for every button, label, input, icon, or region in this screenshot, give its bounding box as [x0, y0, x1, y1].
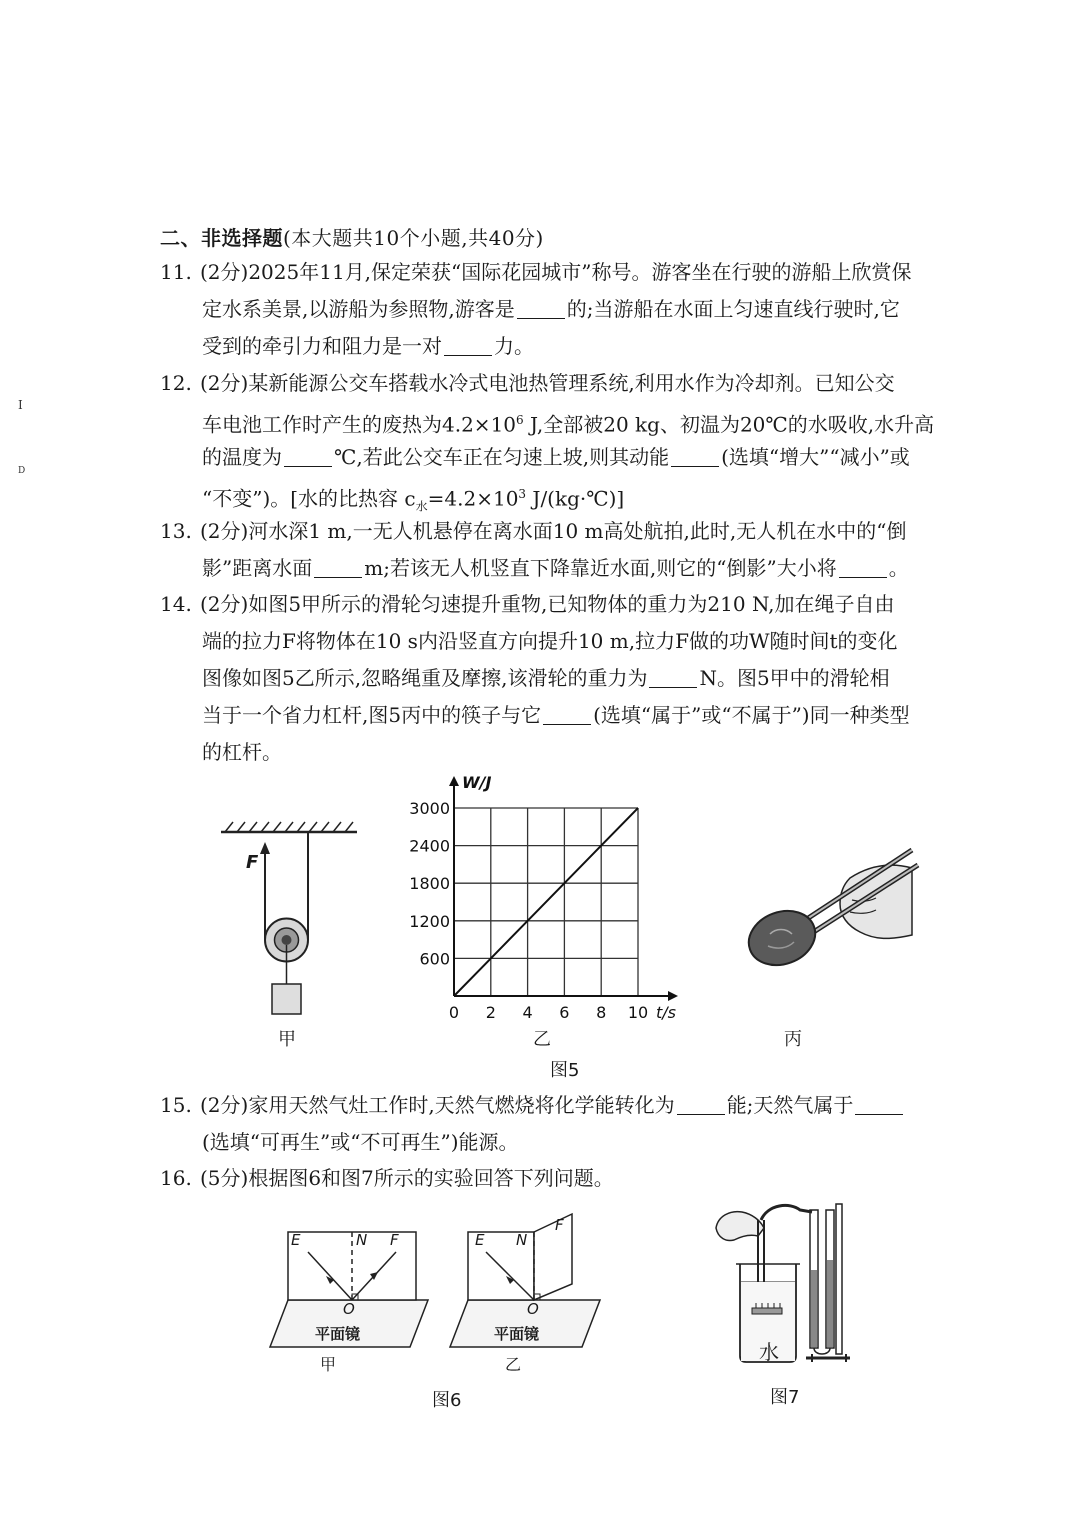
answer-blank[interactable]	[649, 665, 697, 688]
y-tick-label: 3000	[409, 799, 450, 818]
question-number: 16.	[160, 1166, 192, 1190]
q13-line2b: m;若该无人机竖直下降靠近水面,则它的“倒影”大小将	[364, 556, 837, 580]
question-11	[160, 254, 980, 365]
fig6b-O: O	[527, 1300, 539, 1318]
figure5-pulley	[215, 820, 365, 1020]
question-number: 15.	[160, 1093, 192, 1117]
question-15	[160, 1087, 980, 1161]
figure6-caption: 图6	[432, 1390, 462, 1411]
x-tick-label: 0	[448, 1003, 460, 1020]
q12-exp: 6	[516, 413, 524, 427]
q12-sub: 水	[415, 499, 428, 514]
fig6b-E: E	[475, 1231, 485, 1249]
x-tick-label: 10	[627, 1003, 649, 1020]
fig6a-O: O	[343, 1300, 355, 1318]
fig6b-label: 乙	[505, 1355, 522, 1374]
answer-blank[interactable]	[444, 333, 492, 356]
q12-line2b: J,全部被20 kg、初温为20℃的水吸收,水升高	[523, 412, 935, 437]
section-title-main: 二、非选择题	[160, 226, 283, 250]
q12-line4c: J/(kg·℃)]	[526, 486, 625, 511]
q13-line1: (2分)河水深1 m,一无人机悬停在离水面10 m高处航拍,此时,无人机在水中的“倒	[200, 519, 907, 543]
answer-blank[interactable]	[314, 555, 362, 578]
y-tick-label: 2400	[409, 836, 450, 856]
q12-line2a: 车电池工作时产生的废热为4.2×10	[202, 412, 517, 437]
x-tick-label: 8	[596, 1003, 607, 1020]
fig6a-E: E	[291, 1231, 301, 1249]
fig6a-label: 甲	[320, 1355, 337, 1374]
q15-line2: (选填“可再生”或“不可再生”)能源。	[202, 1130, 519, 1154]
x-tick-label: 4	[522, 1003, 533, 1020]
y-tick-label: 1800	[409, 874, 450, 894]
fig6b-F: F	[555, 1216, 564, 1234]
force-label: F	[246, 852, 259, 873]
q12-line4b: =4.2×10	[427, 486, 519, 511]
figure5-chart	[400, 770, 690, 1020]
figure7-pressure-gauge	[708, 1200, 858, 1370]
y-axis-label: W/J	[462, 773, 492, 792]
answer-blank[interactable]	[677, 1092, 725, 1115]
chart-series	[454, 808, 638, 996]
question-13	[160, 513, 980, 587]
q11-line2a: 定水系美景,以游船为参照物,游客是	[202, 297, 515, 321]
q13-line2c: 。	[888, 556, 909, 580]
question-number: 11.	[160, 260, 192, 284]
q12-line3b: ℃,若此公交车正在匀速上坡,则其动能	[334, 445, 670, 469]
work-time-chart	[400, 770, 690, 1020]
question-16	[160, 1160, 980, 1197]
fig6a-N: N	[356, 1231, 368, 1249]
question-number: 14.	[160, 592, 192, 616]
answer-blank[interactable]	[839, 555, 887, 578]
q13-line2a: 影”距离水面	[202, 556, 313, 580]
q11-line1: (2分)2025年11月,保定荣获“国际花园城市”称号。游客坐在行驶的游船上欣赏保	[200, 260, 912, 284]
x-tick-label: 6	[559, 1003, 570, 1020]
q16-line1: (5分)根据图6和图7所示的实验回答下列问题。	[200, 1166, 614, 1190]
q12-line1: (2分)某新能源公交车搭载水冷式电池热管理系统,利用水作为冷却剂。已知公交	[200, 371, 895, 395]
y-tick-label: 1200	[409, 911, 450, 931]
figure5-chart-label: 乙	[533, 1029, 551, 1050]
margin-mark-2: D	[18, 466, 26, 476]
question-number: 13.	[160, 519, 192, 543]
q14-line3a: 图像如图5乙所示,忽略绳重及摩擦,该滑轮的重力为	[202, 666, 648, 690]
answer-blank[interactable]	[671, 444, 719, 467]
q14-line2: 端的拉力F将物体在10 s内沿竖直方向提升10 m,拉力F做的功W随时间t的变化	[202, 629, 898, 653]
x-axis-label: t/s	[656, 1003, 676, 1020]
y-tick-label: 600	[419, 949, 450, 969]
q14-line1: (2分)如图5甲所示的滑轮匀速提升重物,已知物体的重力为210 N,加在绳子自由	[200, 592, 895, 616]
fig6a-F: F	[390, 1231, 399, 1249]
margin-mark-1: I	[18, 398, 23, 412]
q12-exp2: 3	[518, 487, 527, 501]
y-axis-arrow	[449, 776, 459, 786]
q12-line3c: (选填“增大”“减小”或	[721, 445, 910, 469]
section-title	[160, 222, 544, 251]
q11-line3a: 受到的牵引力和阻力是一对	[202, 334, 442, 358]
section-subtitle: (本大题共10个小题,共40分)	[283, 226, 544, 250]
x-axis-arrow	[668, 991, 678, 1001]
q14-line3b: N。图5甲中的滑轮相	[699, 666, 890, 690]
question-14	[160, 586, 980, 771]
answer-blank[interactable]	[284, 444, 332, 467]
q15-line1a: (2分)家用天然气灶工作时,天然气燃烧将化学能转化为	[200, 1093, 675, 1117]
x-tick-label: 2	[485, 1003, 496, 1020]
question-12	[160, 365, 980, 513]
fig6a-mirror: 平面镜	[315, 1325, 361, 1343]
figure5-pulley-label: 甲	[278, 1029, 296, 1050]
q14-line5: 的杠杆。	[202, 740, 282, 764]
figure5-caption: 图5	[550, 1060, 580, 1081]
q14-line4b: (选填“属于”或“不属于”)同一种类型	[593, 703, 910, 727]
answer-blank[interactable]	[855, 1092, 903, 1115]
q15-line1b: 能;天然气属于	[726, 1093, 854, 1117]
q14-line4a: 当于一个省力杠杆,图5丙中的筷子与它	[202, 703, 542, 727]
answer-blank[interactable]	[543, 702, 591, 725]
question-number: 12.	[160, 371, 192, 395]
series-line	[454, 808, 638, 996]
fig6b-mirror: 平面镜	[494, 1325, 540, 1343]
fig6b-N: N	[516, 1231, 528, 1249]
q12-line4a: “不变”)。[水的比热容 c	[202, 486, 416, 511]
figure5-chopsticks	[740, 840, 920, 990]
q12-line3a: 的温度为	[202, 445, 282, 469]
water-label: 水	[759, 1340, 779, 1364]
q11-line2b: 的;当游船在水面上匀速直线行驶时,它	[566, 297, 900, 321]
answer-blank[interactable]	[517, 296, 565, 319]
figure5-chopsticks-label: 丙	[784, 1029, 802, 1050]
figure7-caption: 图7	[770, 1387, 800, 1408]
q11-line3b: 力。	[494, 334, 534, 358]
